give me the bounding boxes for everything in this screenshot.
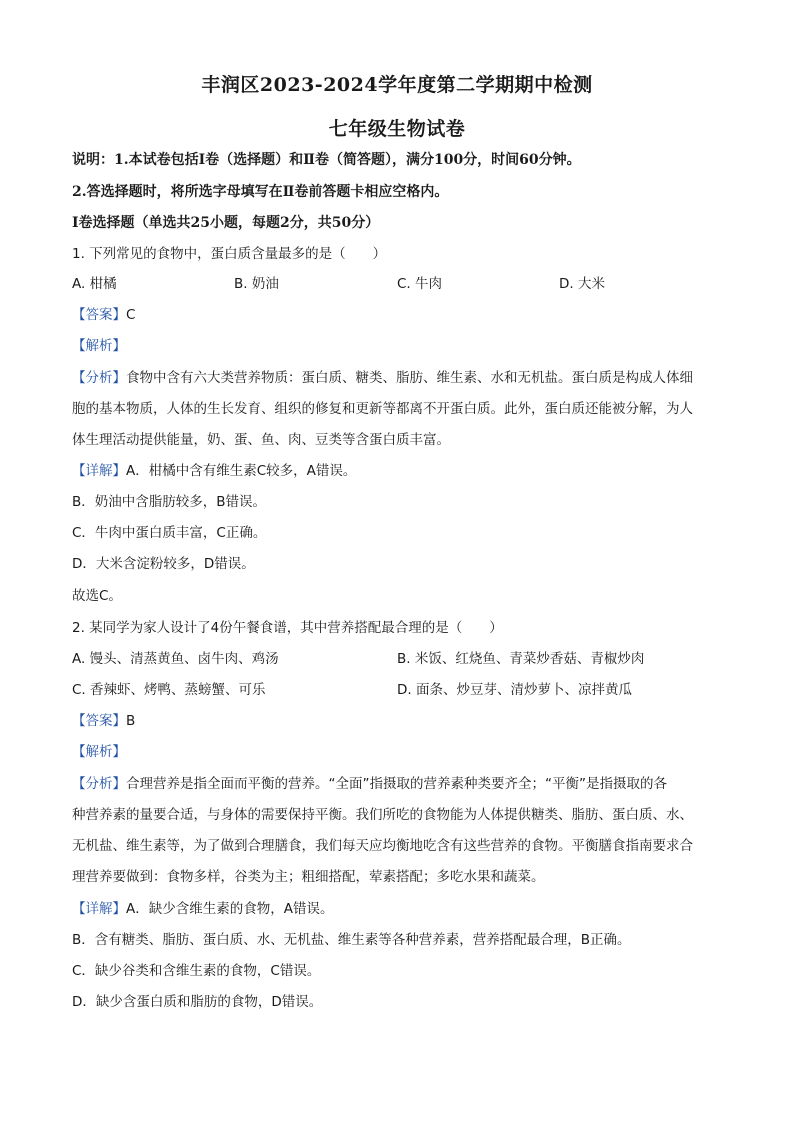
answer-tag: 【答案】 [72, 307, 126, 323]
answer-tag: 【答案】 [72, 713, 126, 729]
q1-fenxi-line: 体生理活动提供能量，奶、蛋、鱼、肉、豆类等含蛋白质丰富。 [72, 432, 450, 448]
q1-stem: 1. 下列常见的食物中，蛋白质含量最多的是（ ） [72, 246, 387, 262]
answer-value: B [126, 713, 136, 729]
detail-text: A．缺少含维生素的食物，A错误。 [126, 901, 334, 917]
q2-detail-line: D．缺少含蛋白质和脂肪的食物，D错误。 [72, 994, 323, 1010]
q1-fenxi-line [72, 368, 722, 388]
exam-subtitle: 七年级生物试卷 [328, 118, 466, 140]
q2-option-c: C. 香辣虾、烤鸭、蒸螃蟹、可乐 [72, 682, 266, 698]
q2-detail-line: C．缺少谷类和含维生素的食物，C错误。 [72, 963, 321, 979]
fenxi-text: 合理营养是指全面而平衡的营养。“全面”指摄取的营养素种类要齐全；“平衡”是指摄取的各 [126, 776, 667, 792]
q2-option-d: D. 面条、炒豆芽、清炒萝卜、凉拌黄瓜 [397, 682, 632, 698]
q1-fenxi-line: 胞的基本物质，人体的生长发育、组织的修复和更新等都离不开蛋白质。此外，蛋白质还能被分解，为人 [72, 401, 693, 417]
q1-analysis-tag: 【解析】 [72, 338, 126, 354]
q1-option-d: D. 大米 [559, 276, 605, 292]
q2-option-a: A. 馒头、清蒸黄鱼、卤牛肉、鸡汤 [72, 651, 279, 667]
q1-detail-line: C．牛肉中蛋白质丰富，C正确。 [72, 525, 267, 541]
detail-tag: 【详解】 [72, 901, 126, 917]
fenxi-tag: 【分析】 [72, 776, 126, 792]
q2-fenxi-line: 理营养要做到：食物多样，谷类为主；粗细搭配，荤素搭配；多吃水果和蔬菜。 [72, 869, 545, 885]
q1-conclusion: 故选C。 [72, 588, 122, 604]
q2-stem: 2. 某同学为家人设计了4份午餐食谱，其中营养搭配最合理的是（ ） [72, 620, 503, 636]
section-heading: Ⅰ卷选择题（单选共25小题，每题2分，共50分） [72, 215, 380, 231]
q1-option-b: B. 奶油 [234, 276, 279, 292]
q2-detail-line: B．含有糖类、脂肪、蛋白质、水、无机盐、维生素等各种营养素，营养搭配最合理，B正确。 [72, 932, 631, 948]
q2-analysis-tag: 【解析】 [72, 744, 126, 760]
fenxi-text: 食物中含有六大类营养物质：蛋白质、糖类、脂肪、维生素、水和无机盐。蛋白质是构成人体细 [126, 370, 693, 386]
q2-fenxi-line: 无机盐、维生素等，为了做到合理膳食，我们每天应均衡地吃含有这些营养的食物。平衡膳食指南要求合 [72, 838, 693, 854]
q1-option-a: A. 柑橘 [72, 276, 117, 292]
q1-option-c: C. 牛肉 [397, 276, 443, 292]
answer-value: C [126, 307, 136, 323]
detail-tag: 【详解】 [72, 463, 126, 479]
q2-fenxi-line [72, 774, 722, 794]
q2-fenxi-line: 种营养素的量要合适，与身体的需要保持平衡。我们所吃的食物能为人体提供糖类、脂肪、蛋白质、水、 [72, 807, 693, 823]
detail-text: A．柑橘中含有维生素C较多，A错误。 [126, 463, 357, 479]
exam-title: 丰润区2023-2024学年度第二学期期中检测 [201, 74, 593, 96]
q1-detail-line: B．奶油中含脂肪较多，B错误。 [72, 494, 267, 510]
q1-answer [72, 305, 722, 325]
instruction-line-1: 说明：1.本试卷包括Ⅰ卷（选择题）和Ⅱ卷（简答题），满分100分，时间60分钟。 [72, 152, 581, 168]
q2-detail-line [72, 899, 722, 919]
q2-option-b: B. 米饭、红烧鱼、青菜炒香菇、青椒炒肉 [397, 651, 645, 667]
q1-detail-line: D．大米含淀粉较多，D错误。 [72, 556, 255, 572]
fenxi-tag: 【分析】 [72, 370, 126, 386]
q2-answer [72, 711, 722, 731]
q1-detail-line [72, 461, 722, 481]
instruction-line-2: 2.答选择题时，将所选字母填写在Ⅱ卷前答题卡相应空格内。 [72, 184, 449, 200]
